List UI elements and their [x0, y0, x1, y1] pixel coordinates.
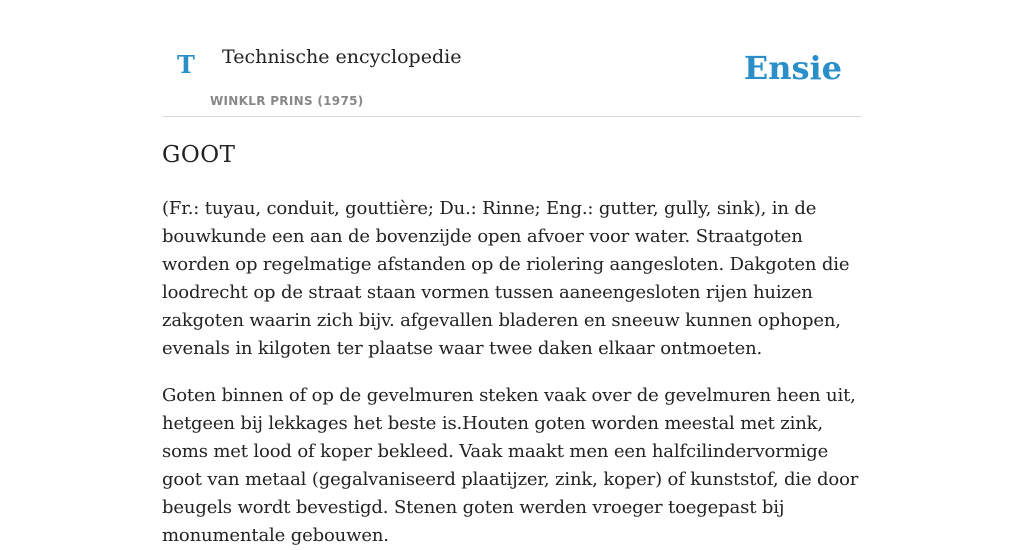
source-logo-icon[interactable]: T	[177, 50, 195, 79]
ensie-logo-link[interactable]: Ensie	[743, 49, 842, 87]
article-container	[162, 0, 862, 550]
entry-title: GOOT	[162, 142, 236, 168]
entry-paragraph: (Fr.: tuyau, conduit, gouttière; Du.: Rinne; Eng.: gutter, gully, sink), in de bouwkunde een aan de bovenzijde open afvoer voor water. Straatgoten worden op regelmatige afstanden op de riolering aangesloten. Dakgoten die loodrecht op de straat staan vormen tussen aaneengesloten rijen huizen zakgoten waarin zich bijv. afgevallen bladeren en sneeuw kunnen ophopen, evenals in kilgoten ter plaatse waar twee daken elkaar ontmoeten.	[162, 197, 850, 359]
source-subtitle: WINKLR PRINS (1975)	[210, 94, 364, 108]
entry-paragraph: Goten binnen of op de gevelmuren steken vaak over de gevelmuren heen uit, hetgeen bij lekkages het beste is.Houten goten worden meestal met zink, soms met lood of koper bekleed. Vaak maakt men een halfcilindervormige goot van metaal (gegalvaniseerd plaatijzer, zink, koper) of kunststof, die door beugels wordt bevestigd. Stenen goten werden vroeger toegepast bij monumentale gebouwen.	[162, 384, 859, 546]
source-header	[162, 0, 862, 117]
entry-body	[162, 195, 862, 550]
source-title-link[interactable]: Technische encyclopedie	[222, 46, 462, 68]
